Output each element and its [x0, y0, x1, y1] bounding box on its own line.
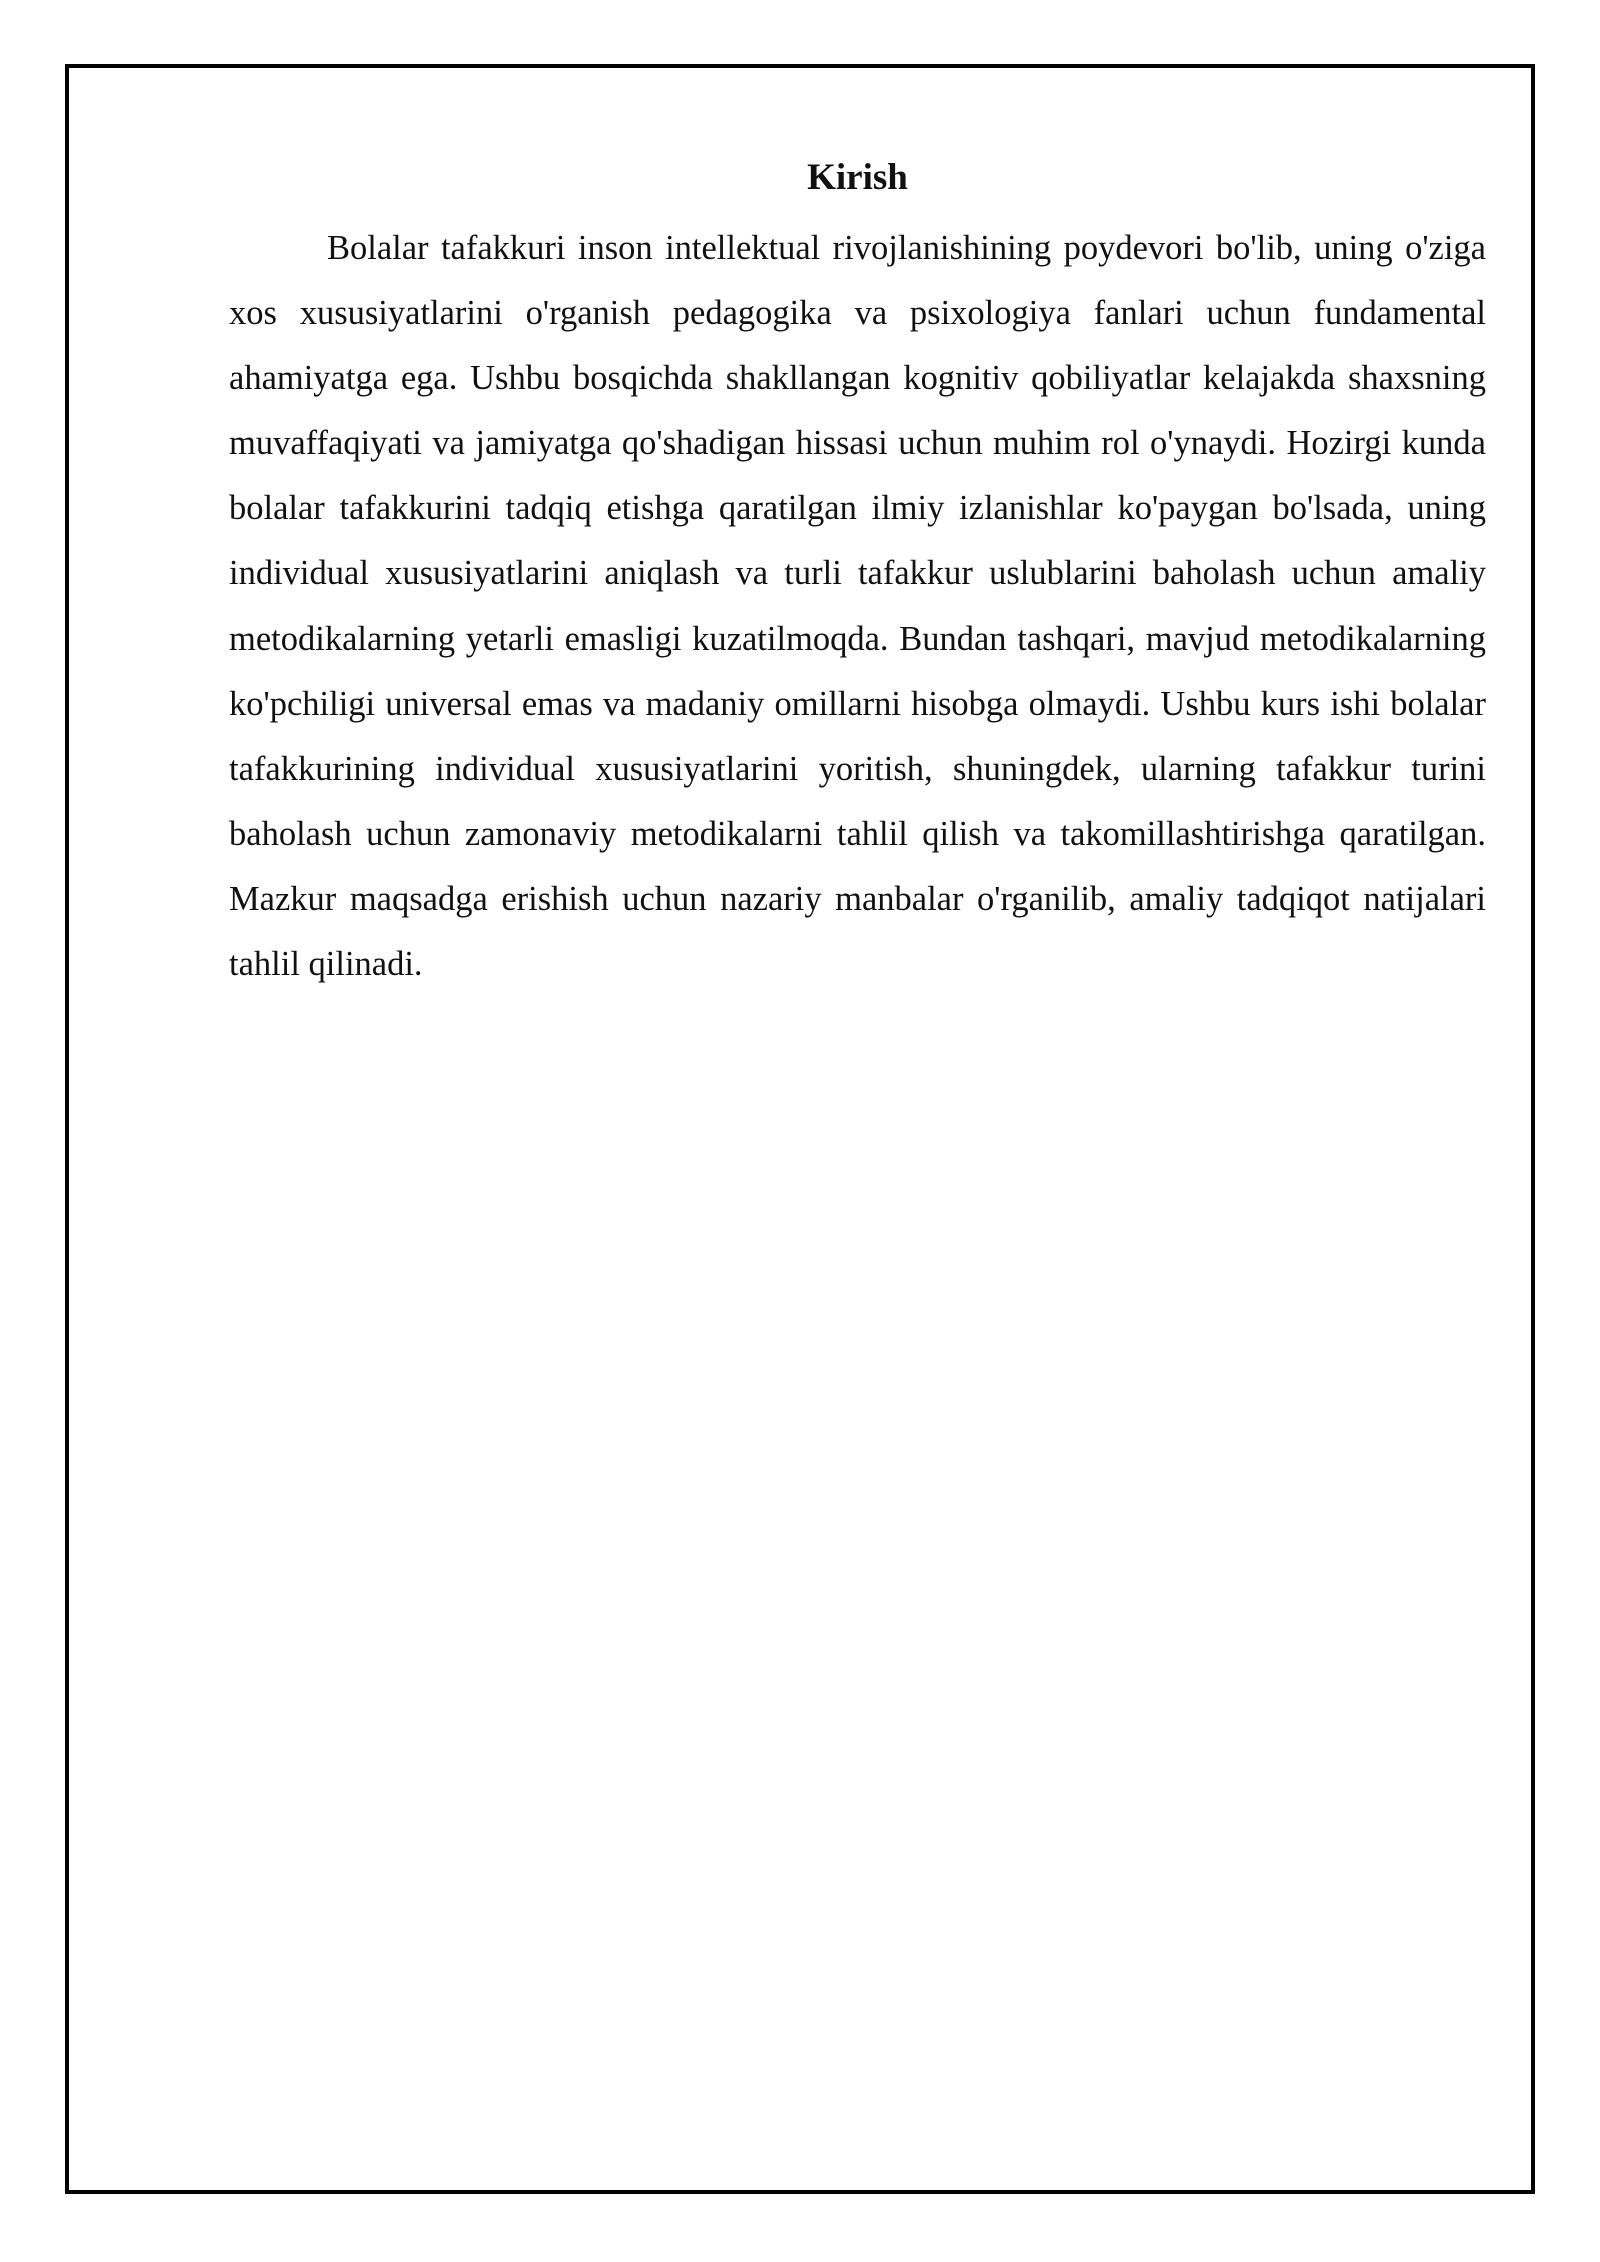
intro-paragraph: Bolalar tafakkuri inson intellektual rivojlanishining poydevori bo'lib, uning o'ziga xos xususiyatlarini o'rganish pedagogika va psixologiya fanlari uchun fundamental ahamiyatga ega. Ushbu bosqichda shakllangan kognitiv qobiliyatlar kelajakda shaxsning muvaffaqiyati va jamiyatga qo'shadigan hissasi uchun muhim rol o'ynaydi. Hozirgi kunda bolalar tafakkurini tadqiq etishga qaratilgan ilmiy izlanishlar ko'paygan bo'lsada, uning individual xususiyatlarini aniqlash va turli tafakkur uslublarini baholash uchun amaliy metodikalarning yetarli emasligi kuzatilmoqda. Bundan tashqari, mavjud metodikalarning ko'pchiligi universal emas va madaniy omillarni hisobga olmaydi. Ushbu kurs ishi bolalar tafakkurining individual xususiyatlarini yoritish, shuningdek, ularning tafakkur turini baholash uchun zamonaviy metodikalarni tahlil qilish va takomillashtirishga qaratilgan. Mazkur maqsadga erishish uchun nazariy manbalar o'rganilib, amaliy tadqiqot natijalari tahlil qilinadi. — [229, 229, 1486, 984]
document-body — [229, 140, 1486, 997]
section-title: Kirish — [807, 157, 908, 198]
